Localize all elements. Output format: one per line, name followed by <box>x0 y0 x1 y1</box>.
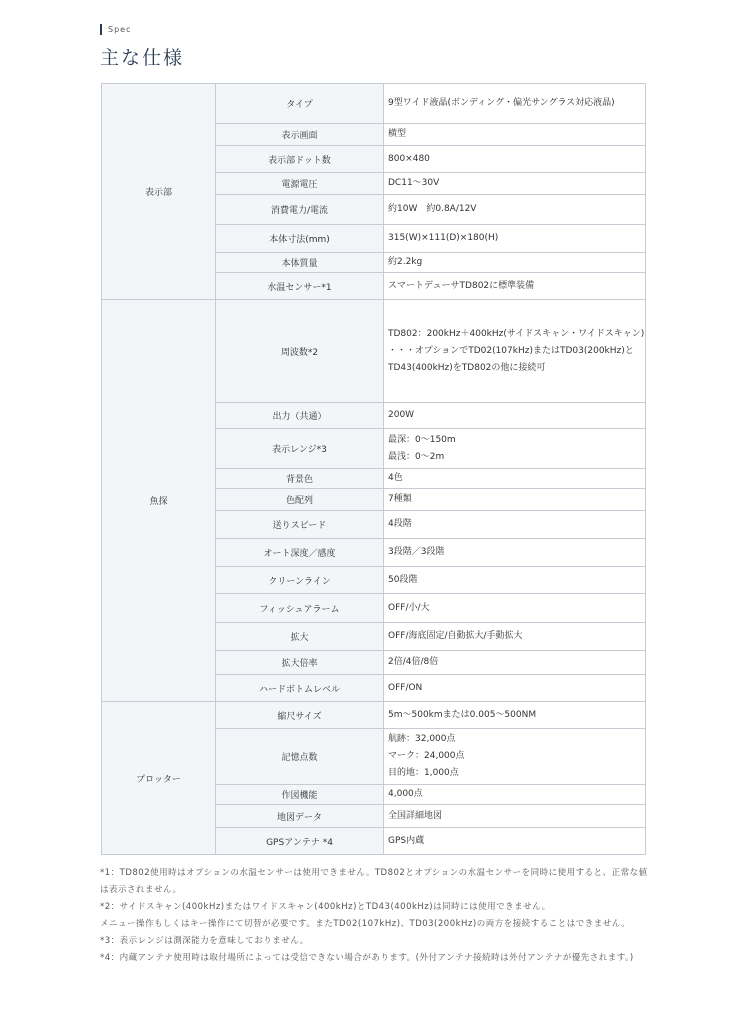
spec-label: GPSアンテナ *4 <box>216 828 384 855</box>
spec-table <box>101 83 646 855</box>
spec-value-line: 4色 <box>388 473 403 483</box>
spec-value-line: 4,000点 <box>388 789 423 799</box>
spec-value <box>384 539 646 567</box>
spec-value <box>384 828 646 855</box>
spec-value <box>384 675 646 702</box>
spec-value <box>384 273 646 300</box>
spec-value <box>384 173 646 195</box>
spec-label: 本体質量 <box>216 253 384 273</box>
section-eyebrow <box>100 24 184 35</box>
spec-label: 縮尺サイズ <box>216 702 384 729</box>
spec-value <box>384 489 646 511</box>
spec-label: 色配列 <box>216 489 384 511</box>
spec-value <box>384 469 646 489</box>
spec-value <box>384 225 646 253</box>
spec-row <box>102 300 646 403</box>
spec-label: 水温センサー*1 <box>216 273 384 300</box>
spec-value-line: マーク：24,000点 <box>388 751 465 761</box>
spec-value-line: 50段階 <box>388 574 418 585</box>
spec-value-line: OFF/海底固定/自動拡大/手動拡大 <box>388 631 523 641</box>
spec-label: タイプ <box>216 84 384 124</box>
spec-value-line: GPS内蔵 <box>388 835 425 846</box>
spec-value-line: 3段階／3段階 <box>388 547 445 557</box>
spec-value <box>384 785 646 805</box>
spec-value <box>384 805 646 828</box>
spec-value-line: 2倍/4倍/8倍 <box>388 657 439 667</box>
spec-label: 地図データ <box>216 805 384 828</box>
page-header <box>100 24 184 83</box>
footnote: *3：表示レンジは測深能力を意味しておりません。 <box>100 936 309 946</box>
footnote: *2：サイドスキャン(400kHz)またはワイドスキャン(400kHz)とTD43(400kHz)は同時には使用できません。 <box>100 902 551 912</box>
spec-value <box>384 253 646 273</box>
spec-label: 本体寸法(mm) <box>216 225 384 253</box>
spec-value <box>384 623 646 651</box>
spec-value-line: 7種類 <box>388 494 412 504</box>
spec-value <box>384 195 646 225</box>
spec-label: 表示画面 <box>216 124 384 146</box>
spec-label: 拡大倍率 <box>216 651 384 675</box>
spec-label: 作図機能 <box>216 785 384 805</box>
spec-group-label: 表示部 <box>102 84 216 300</box>
footnote: *1：TD802使用時はオプションの水温センサーは使用できません。TD802とオプションの水温センサーを同時に使用すると、正常な値は表示されません。 <box>100 868 648 895</box>
spec-value-line: スマートデューサTD802に標準装備 <box>388 280 535 291</box>
eyebrow-text: Spec <box>108 25 132 34</box>
spec-label: オート深度／感度 <box>216 539 384 567</box>
spec-label: フィッシュアラーム <box>216 594 384 623</box>
spec-row <box>102 702 646 729</box>
spec-value <box>384 729 646 785</box>
spec-value-line: 200W <box>388 410 415 420</box>
spec-value <box>384 300 646 403</box>
spec-group-label: 魚探 <box>102 300 216 702</box>
spec-value <box>384 702 646 729</box>
spec-value <box>384 511 646 539</box>
footnote: *4：内蔵アンテナ使用時は取付場所によっては受信できない場合があります。(外付アンテナ接続時は外付アンテナが優先されます。) <box>100 953 634 963</box>
spec-label: 消費電力/電流 <box>216 195 384 225</box>
spec-label: 表示レンジ*3 <box>216 429 384 469</box>
footnote: メニュー操作もしくはキー操作にて切替が必要です。またTD02(107kHz)、TD03(200kHz)の両方を接続することはできません。 <box>100 919 631 929</box>
spec-value-line: 航跡：32,000点 <box>388 734 456 744</box>
spec-label: 電源電圧 <box>216 173 384 195</box>
spec-value-line: 5m〜500kmまたは0.005〜500NM <box>388 709 537 720</box>
spec-value-line: 9型ワイド液晶(ボンディング・偏光サングラス対応液晶) <box>388 98 615 108</box>
spec-value-line: 横型 <box>388 129 407 139</box>
spec-value-line: 最深：0〜150m <box>388 434 456 445</box>
spec-value-line: ・・・オプションでTD02(107kHz)またはTD03(200kHz)と <box>388 345 634 356</box>
spec-label: ハードボトムレベル <box>216 675 384 702</box>
spec-label: 記憶点数 <box>216 729 384 785</box>
spec-value <box>384 567 646 594</box>
spec-label: 拡大 <box>216 623 384 651</box>
spec-label: 出力（共通） <box>216 403 384 429</box>
accent-bar <box>100 24 102 35</box>
spec-value-line: 目的地：1,000点 <box>388 768 459 778</box>
spec-value-line: 全国詳細地図 <box>388 810 443 821</box>
spec-value-line: TD43(400kHz)をTD802の他に接続可 <box>388 362 546 373</box>
spec-value <box>384 429 646 469</box>
spec-value <box>384 403 646 429</box>
spec-value-line: 800×480 <box>388 153 430 164</box>
spec-value <box>384 124 646 146</box>
spec-value-line: 315(W)×111(D)×180(H) <box>388 233 499 243</box>
footnotes <box>100 865 648 967</box>
spec-value-line: 約2.2kg <box>388 257 423 267</box>
spec-group-label: プロッター <box>102 702 216 855</box>
spec-value <box>384 651 646 675</box>
spec-label: 表示部ドット数 <box>216 146 384 173</box>
spec-label: 送りスピード <box>216 511 384 539</box>
spec-value-line: TD802：200kHz＋400kHz(サイドスキャン・ワイドスキャン) <box>388 328 645 339</box>
spec-value-line: 最浅：0〜2m <box>388 451 445 462</box>
spec-value-line: 約10W 約0.8A/12V <box>388 204 477 214</box>
spec-value-line: OFF/小/大 <box>388 602 430 613</box>
spec-label: 周波数*2 <box>216 300 384 403</box>
spec-value <box>384 84 646 124</box>
spec-value <box>384 594 646 623</box>
spec-value <box>384 146 646 173</box>
spec-row <box>102 84 646 124</box>
spec-label: 背景色 <box>216 469 384 489</box>
spec-value-line: 4段階 <box>388 519 412 529</box>
spec-value-line: OFF/ON <box>388 682 423 693</box>
spec-label: クリーンライン <box>216 567 384 594</box>
page-title: 主な仕様 <box>100 47 185 69</box>
spec-value-line: DC11〜30V <box>388 178 440 188</box>
